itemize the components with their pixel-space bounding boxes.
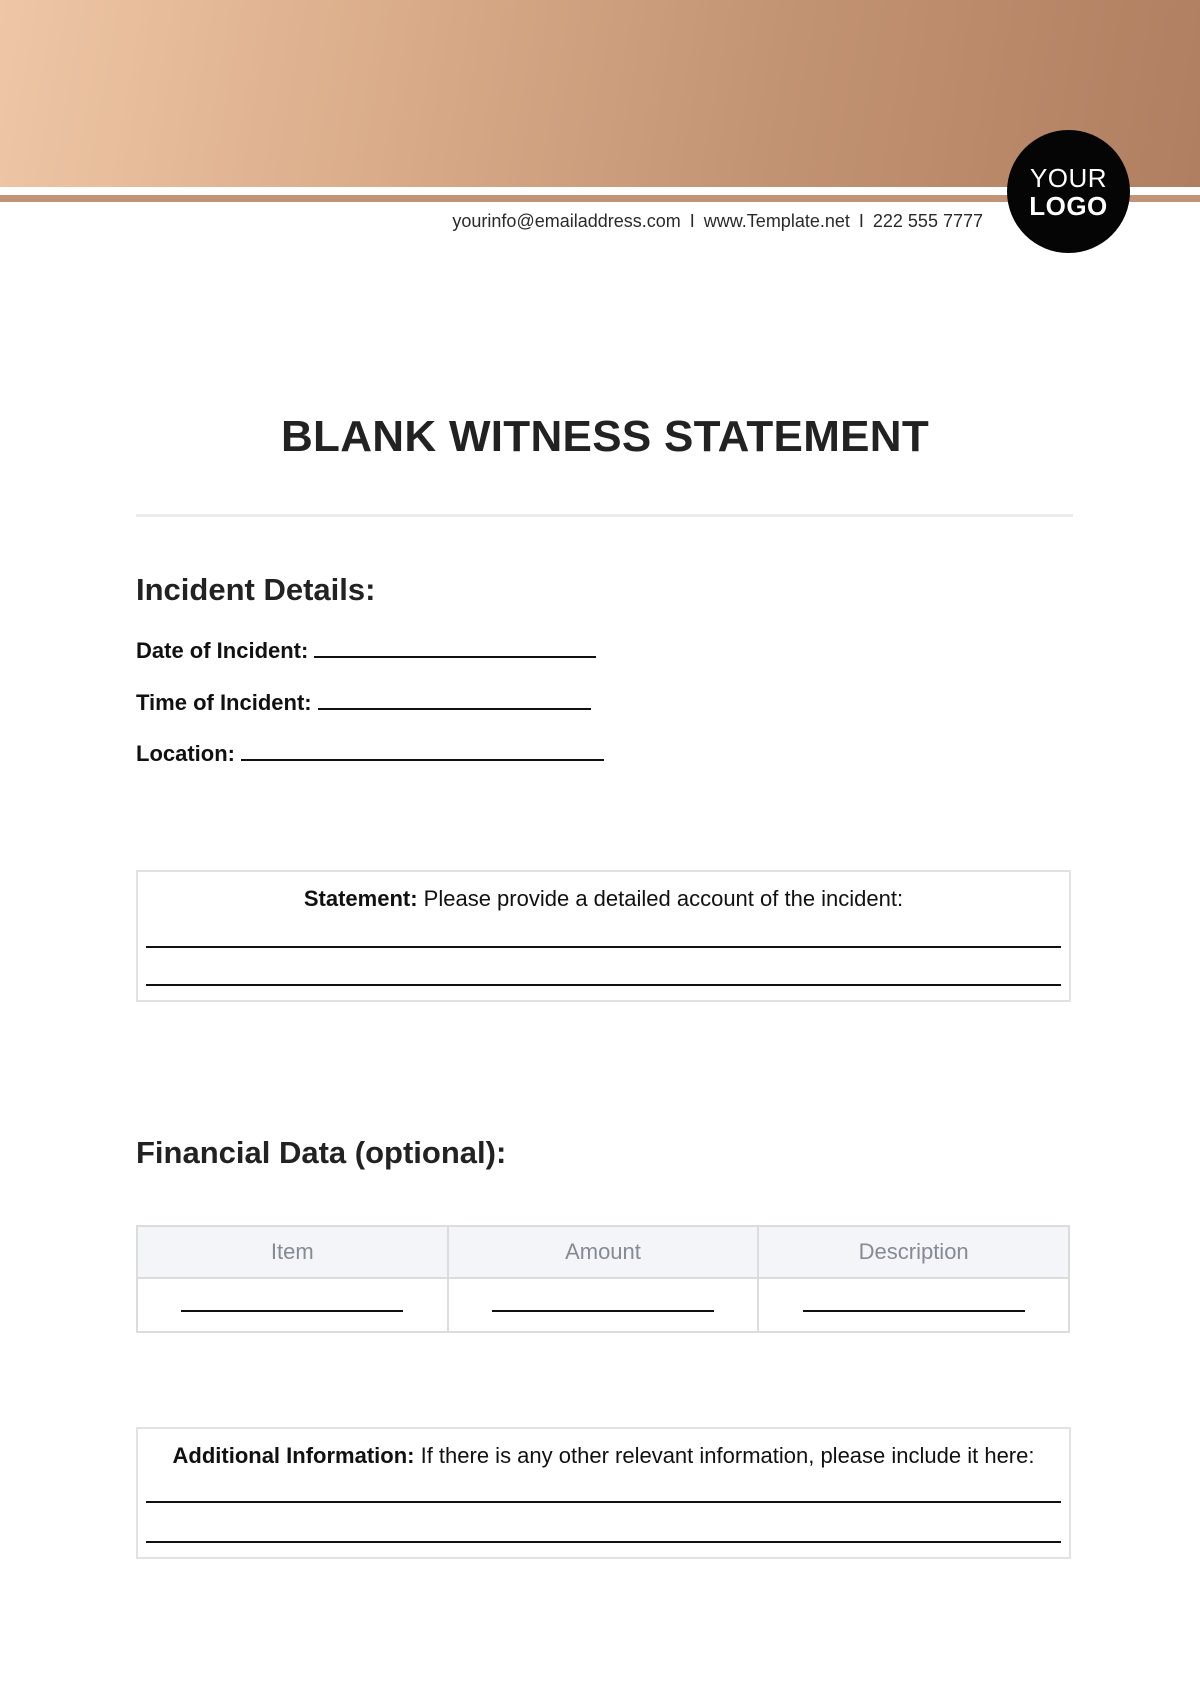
time-of-incident-blank[interactable] [318, 688, 591, 710]
contact-separator: I [689, 211, 695, 231]
column-header-amount: Amount [448, 1226, 759, 1278]
title-divider [136, 514, 1073, 517]
statement-label: Statement: [303, 886, 418, 911]
date-of-incident-label: Date of Incident: [136, 638, 309, 663]
date-of-incident-field[interactable] [136, 636, 596, 664]
additional-information-box[interactable] [136, 1427, 1071, 1559]
additional-write-line[interactable] [146, 1501, 1061, 1503]
location-field[interactable] [136, 739, 604, 767]
additional-information-label: Additional Information: [172, 1443, 415, 1468]
item-cell[interactable] [137, 1278, 448, 1332]
contact-phone: 222 555 7777 [872, 211, 983, 231]
column-header-description: Description [758, 1226, 1069, 1278]
contact-email: yourinfo@emailaddress.com [452, 211, 681, 231]
additional-information-prompt-text: If there is any other relevant information, please include it here: [414, 1443, 1035, 1468]
date-of-incident-blank[interactable] [314, 636, 596, 658]
description-cell[interactable] [758, 1278, 1069, 1332]
table-row [137, 1278, 1069, 1332]
time-of-incident-field[interactable] [136, 688, 591, 716]
amount-blank[interactable] [492, 1294, 714, 1312]
time-of-incident-label: Time of Incident: [136, 690, 312, 715]
statement-write-line[interactable] [146, 984, 1061, 986]
additional-information-prompt [138, 1443, 1069, 1469]
statement-prompt-text: Please provide a detailed account of the incident: [417, 886, 904, 911]
description-blank[interactable] [803, 1294, 1025, 1312]
document-title: BLANK WITNESS STATEMENT [280, 412, 930, 461]
statement-prompt [138, 886, 1069, 912]
logo-line-2: LOGO [1029, 190, 1108, 221]
financial-data-heading: Financial Data (optional): [136, 1135, 507, 1170]
contact-website: www.Template.net [703, 211, 850, 231]
logo-line-1: YOUR [1029, 162, 1108, 193]
amount-cell[interactable] [448, 1278, 759, 1332]
financial-data-table [136, 1225, 1070, 1333]
item-blank[interactable] [181, 1294, 403, 1312]
statement-box[interactable] [136, 870, 1071, 1002]
location-blank[interactable] [241, 739, 604, 761]
additional-write-line[interactable] [146, 1541, 1061, 1543]
company-logo [1007, 130, 1130, 253]
contact-separator: I [858, 211, 864, 231]
column-header-item: Item [137, 1226, 448, 1278]
contact-info [452, 211, 983, 232]
incident-details-heading: Incident Details: [136, 572, 376, 607]
statement-write-line[interactable] [146, 946, 1061, 948]
location-label: Location: [136, 741, 235, 766]
